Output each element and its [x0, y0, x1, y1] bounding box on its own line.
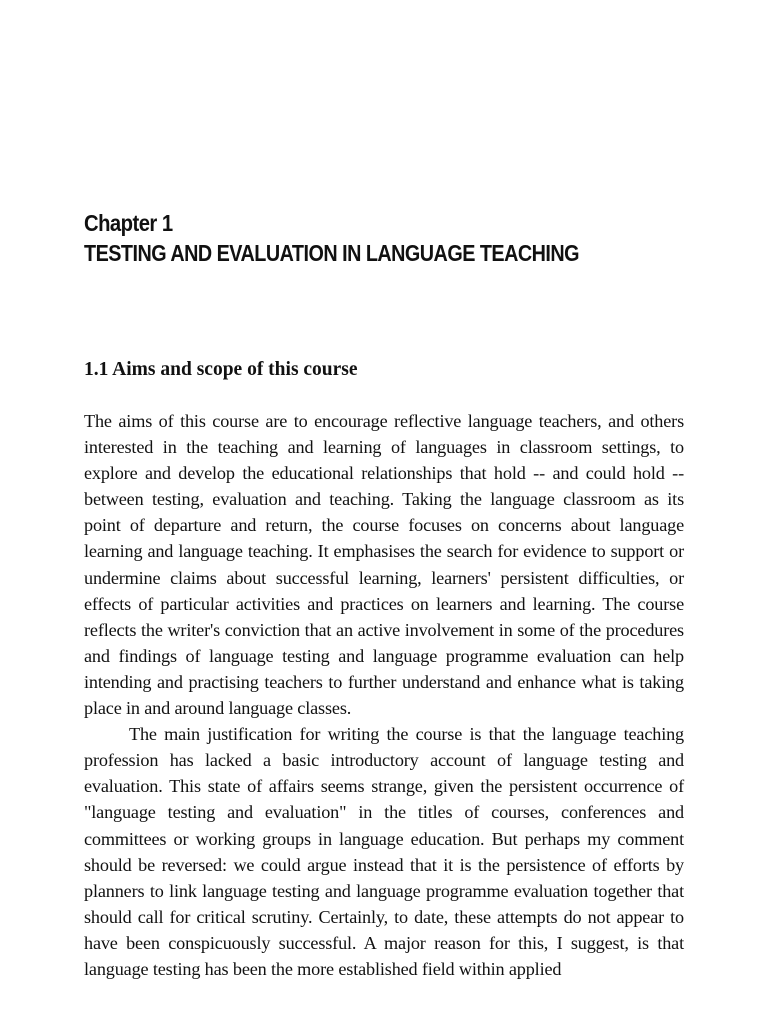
- paragraph-1: The aims of this course are to encourage reflective language teachers, and others interested in the teaching and learning of languages in classroom settings, to explore and develop the educational relationships that hold -- and could hold -- between testing, evaluation and teaching. Taking the language classroom as its point of departure and return, the course focuses on concerns about language learning and language teaching. It emphasises the search for evidence to support or undermine claims about successful learning, learners' persistent difficulties, or effects of particular activities and practices on learners and learning. The course reflects the writer's conviction that an active involvement in some of the procedures and findings of language testing and language programme evaluation can help intending and practising teachers to further understand and enhance what is taking place in and around language classes.: [84, 411, 684, 719]
- section-heading: 1.1 Aims and scope of this course: [84, 359, 358, 380]
- paragraph-2: The main justification for writing the course is that the language teaching profession has lacked a basic introductory account of language testing and evaluation. This state of affairs seems strange, given the persistent occurrence of "language testing and evaluation" in the titles of courses, conferences and committees or working groups in language education. But perhaps my comment should be reversed: we could argue instead that it is the persistence of efforts by planners to link language testing and language programme evaluation together that should call for critical scrutiny. Certainly, to date, these attempts do not appear to have been conspicuously successful. A major reason for this, I suggest, is that language testing has been the more established field within applied: [84, 724, 684, 979]
- body-text: [84, 408, 684, 982]
- chapter-title: TESTING AND EVALUATION IN LANGUAGE TEACHING: [84, 240, 580, 266]
- chapter-label: Chapter 1: [84, 210, 173, 236]
- chapter-heading: [84, 208, 704, 268]
